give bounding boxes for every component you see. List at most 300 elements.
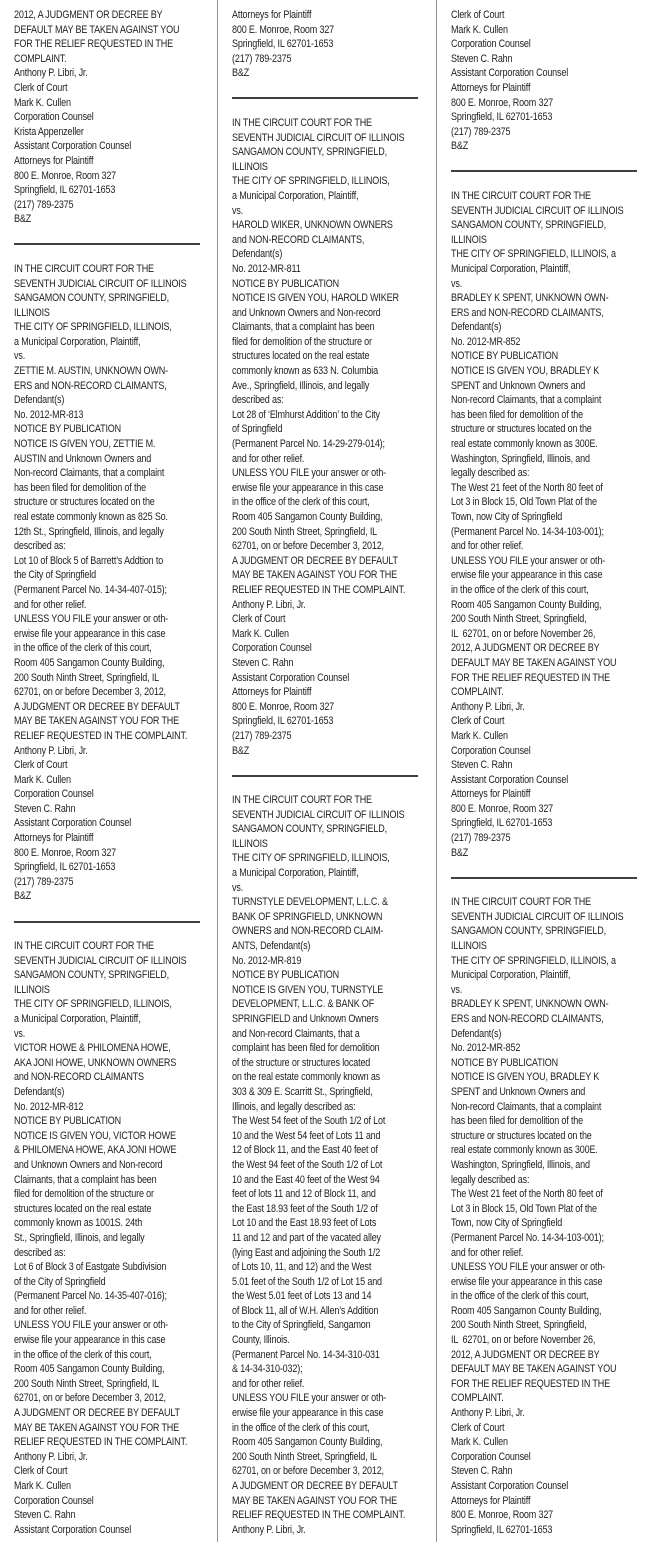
notice-line: NOTICE IS GIVEN YOU, BRADLEY K [450,1071,599,1084]
notice-line: NOTICE IS GIVEN YOU, HAROLD WIKER [232,292,400,305]
notice-line: Springfield, IL 62701-1653 [450,111,552,124]
notice-line: VICTOR HOWE & PHILOMENA HOWE, [14,1042,171,1055]
notice-divider [451,877,637,879]
notice-line: MAY BE TAKEN AGAINST YOU FOR THE [14,1421,180,1434]
notice-line: Clerk of Court [450,715,505,728]
notice-line: vs. [450,277,462,290]
notice-line: and Unknown Owners and Non-record [232,306,381,319]
notice-line: 800 E. Monroe, Room 327 [450,96,553,109]
notice-line: Assistant Corporation Counsel [450,1480,568,1492]
notice-line: 2012, A JUDGMENT OR DECREE BY [14,9,163,21]
notice-line: of the structure or structures located [232,1056,371,1069]
notice-divider [451,170,637,172]
notice-line: and Non-record Claimants, that a [232,1027,360,1040]
notice-line: SPRINGFIELD and Unknown Owners [232,1013,379,1025]
notice-line: Anthony P. Libri, Jr. [450,1407,525,1420]
notice-line: the West 5.01 feet of Lots 13 and 14 [232,1290,372,1303]
notice-line: of Lots 10, 11, and 12) and the West [232,1261,372,1274]
notice-line: Clerk of Court [450,1421,505,1434]
notice-line: B&Z [232,744,250,757]
notice-line: Washington, Springfield, Illinois, and [450,452,590,465]
notice-line: Steven C. Rahn [232,656,294,669]
notice-line: 800 E. Monroe, Room 327 [14,846,117,859]
notice-line: B&Z [450,140,468,153]
notice-line: SANGAMON COUNTY, SPRINGFIELD, [450,925,606,938]
notice-line: Steven C. Rahn [14,802,76,815]
notice-line: Mark K. Cullen [450,1436,508,1449]
notice-line: erwise file your appearance in this case [14,1334,166,1347]
notice-line: 200 South Ninth Street, Springfield, IL [14,1377,160,1390]
notice-line: DEFAULT MAY BE TAKEN AGAINST YOU [14,23,180,36]
notice-line: 10 and the East 40 feet of the West 94 [232,1173,380,1186]
notice-line: IN THE CIRCUIT COURT FOR THE [14,262,154,275]
notice-line: Defendant(s) [450,321,501,334]
notice-line: Steven C. Rahn [450,52,513,65]
notice-line: ILLINOIS [450,233,487,246]
notice-line: THE CITY OF SPRINGFIELD, ILLINOIS, a [450,248,616,261]
notice-line: SEVENTH JUDICIAL CIRCUIT OF ILLINOIS [232,131,405,144]
notice-line: Corporation Counsel [450,1450,531,1463]
notice-line: No. 2012-MR-819 [232,954,302,967]
notice-line: BRADLEY K SPENT, UNKNOWN OWN- [450,292,609,305]
notice-line: Attorneys for Plaintiff [450,81,530,94]
notice-line: Corporation Counsel [14,788,94,801]
notice-line: NOTICE IS GIVEN YOU, BRADLEY K [450,365,599,378]
notice-line: Anthony P. Libri, Jr. [14,67,88,80]
notice-line: THE CITY OF SPRINGFIELD, ILLINOIS, [14,321,172,334]
notice-line: Town, now City of Springfield [450,1217,562,1230]
notice-line: a Municipal Corporation, Plaintiff, [14,335,141,348]
notice-line: structure or structures located on the [450,423,592,436]
notice-line: the East 18.93 feet of the South 1/2 of [232,1202,378,1215]
notice-line: IN THE CIRCUIT COURT FOR THE [232,116,373,129]
notice-line: (Permanent Parcel No. 14-34-103-001); [450,525,604,538]
notice-line: Steven C. Rahn [450,1465,513,1478]
notice-line: NOTICE BY PUBLICATION [450,1056,558,1069]
notice-line: SANGAMON COUNTY, SPRINGFIELD, [450,219,606,232]
notice-line: real estate commonly known as 825 So. [14,511,168,523]
notice-line: Room 405 Sangamon County Building, [450,598,602,611]
notice-line: described as: [232,394,284,407]
notice-line: Steven C. Rahn [450,759,513,772]
notice-line: 200 South Ninth Street, Springfield, IL [232,1450,378,1463]
notice-line: Lot 6 of Block 3 of Eastgate Subdivision [14,1261,167,1274]
notice-line: Assistant Corporation Counsel [14,1523,132,1536]
notice-line: vs. [14,350,26,363]
notice-line: UNLESS YOU FILE your answer or oth- [14,613,169,626]
notice-line: commonly known as 633 N. Columbia [232,365,379,378]
notice-line: ILLINOIS [232,160,269,173]
notice-line: Defendant(s) [14,1085,65,1098]
notice-line: THE CITY OF SPRINGFIELD, ILLINOIS, [232,175,390,188]
notice-line: A JUDGMENT OR DECREE BY DEFAULT [232,1480,399,1492]
notice-column-3 [437,0,655,1542]
notice-line: vs. [232,204,244,217]
notice-line: real estate commonly known as 300E. [450,1144,598,1157]
notice-column-1 [0,0,218,1542]
notice-line: ILLINOIS [14,983,50,996]
notice-line: 62701, on or before December 3, 2012, [232,540,385,553]
notice-line: 12th St., Springfield, Illinois, and legally [14,525,164,538]
notice-line: Anthony P. Libri, Jr. [450,700,525,713]
notice-line: Clerk of Court [14,759,68,772]
notice-line: filed for demolition of the structure or [232,335,373,348]
notice-line: & 14-34-310-032); [232,1363,303,1376]
notice-line: MAY BE TAKEN AGAINST YOU FOR THE [14,715,180,728]
notice-line: Lot 28 of ‘Elmhurst Addition’ to the City [232,408,381,421]
notice-line: erwise file your appearance in this case [232,1407,384,1420]
notice-line: Mark K. Cullen [450,23,508,36]
notice-line: Corporation Counsel [450,744,531,757]
notice-line: Attorneys for Plaintiff [14,154,94,167]
notice-line: UNLESS YOU FILE your answer or oth- [232,467,387,480]
notice-line: Municipal Corporation, Plaintiff, [450,969,570,982]
notice-line: to the City of Springfield, Sangamon [232,1319,371,1332]
notice-line: Springfield, IL 62701-1653 [14,861,116,874]
notice-line: Washington, Springfield, Illinois, and [450,1158,590,1171]
notice-line: and for other relief. [14,1304,87,1317]
notice-line: (Permanent Parcel No. 14-34-310-031 [232,1348,381,1361]
notice-line: FOR THE RELIEF REQUESTED IN THE [14,38,173,51]
notice-line: (217) 789-2375 [14,875,74,888]
notice-line: THE CITY OF SPRINGFIELD, ILLINOIS, [232,852,390,865]
notice-line: SANGAMON COUNTY, SPRINGFIELD, [14,292,169,305]
notice-line: NOTICE IS GIVEN YOU, TURNSTYLE [232,983,384,996]
notice-line: and for other relief. [450,540,523,553]
notice-line: structure or structures located on the [14,496,155,509]
notice-line: 200 South Ninth Street, Springfield, IL [232,525,378,538]
notice-line: vs. [14,1027,26,1040]
notice-line: Room 405 Sangamon County Building, [232,511,383,523]
notice-line: A JUDGMENT OR DECREE BY DEFAULT [14,700,180,713]
notice-line: Springfield, IL 62701-1653 [232,38,334,51]
notice-line: No. 2012-MR-811 [232,262,301,275]
notice-line: IL 62701, on or before November 26, [450,627,595,640]
notice-line: Lot 3 in Block 15, Old Town Plat of the [450,1202,597,1215]
notice-line: structures located on the real estate [14,1202,152,1215]
notice-line: Anthony P. Libri, Jr. [14,1450,88,1463]
notice-line: B&Z [232,67,250,80]
notice-line: DEFAULT MAY BE TAKEN AGAINST YOU [450,1363,617,1376]
notice-line: A JUDGMENT OR DECREE BY DEFAULT [14,1407,180,1420]
notice-line: 10 and the West 54 feet of Lots 11 and [232,1129,381,1142]
notice-line: St., Springfield, Illinois, and legally [14,1231,145,1244]
notice-line: Springfield, IL 62701-1653 [14,184,116,197]
notice-line: Anthony P. Libri, Jr. [14,744,88,757]
notice-line: Assistant Corporation Counsel [232,671,350,684]
notice-line: (lying East and adjoining the South 1/2 [232,1246,381,1259]
notice-line: RELIEF REQUESTED IN THE COMPLAINT. [232,583,406,596]
notice-line: Springfield, IL 62701-1653 [450,817,552,830]
notice-line: (217) 789-2375 [14,198,74,211]
notice-line: ERS and NON-RECORD CLAIMANTS, [14,379,167,392]
notice-line: feet of lots 11 and 12 of Block 11, and [232,1188,377,1201]
notice-line: Defendant(s) [14,394,65,407]
notice-line: in the office of the clerk of this court, [232,1421,370,1434]
notice-line: (217) 789-2375 [232,729,292,742]
notice-line: 12 of Block 11, and the East 40 feet of [232,1144,379,1157]
notice-line: AUSTIN and Unknown Owners and [14,452,152,465]
notice-line: UNLESS YOU FILE your answer or oth- [450,554,605,567]
notice-line: and NON-RECORD CLAIMANTS, [232,233,365,246]
notice-line: SEVENTH JUDICIAL CIRCUIT OF ILLINOIS [14,277,187,290]
notice-line: legally described as: [450,467,529,480]
notice-line: 800 E. Monroe, Room 327 [232,23,335,36]
notice-line: vs. [232,881,244,894]
notice-line: Clerk of Court [232,613,286,626]
notice-line: has been filed for demolition of the [450,408,583,421]
notice-line: NOTICE BY PUBLICATION [14,1115,121,1128]
notice-line: The West 54 feet of the South 1/2 of Lot [232,1115,386,1128]
notice-line: in the office of the clerk of this court, [450,1290,589,1303]
notice-line: COMPLAINT. [450,1392,504,1405]
notice-line: ILLINOIS [232,837,269,850]
notice-line: and for other relief. [14,598,87,611]
notice-line: SEVENTH JUDICIAL CIRCUIT OF ILLINOIS [232,808,405,821]
notice-line: Non-record Claimants, that a complaint [14,467,165,480]
notice-line: Room 405 Sangamon County Building, [232,1436,383,1449]
notice-line: NOTICE IS GIVEN YOU, ZETTIE M. [14,438,156,451]
notice-line: RELIEF REQUESTED IN THE COMPLAINT. [14,1436,188,1449]
notice-line: a Municipal Corporation, Plaintiff, [14,1013,141,1025]
notice-line: Steven C. Rahn [14,1509,76,1522]
notice-divider [14,921,200,923]
notice-line: Assistant Corporation Counsel [450,67,568,80]
notice-line: Mark K. Cullen [232,627,290,640]
notice-line: in the office of the clerk of this court, [14,642,152,655]
notice-line: the West 94 feet of the South 1/2 of Lot [232,1158,383,1171]
notice-line: 200 South Ninth Street, Springfield, [450,613,587,626]
notice-line: 62701, on or before December 3, 2012, [14,1392,166,1405]
notice-line: SEVENTH JUDICIAL CIRCUIT OF ILLINOIS [14,954,187,967]
notice-line: Non-record Claimants, that a complaint [450,394,601,407]
notice-line: Ave., Springfield, Illinois, and legally [232,379,370,392]
notice-line: RELIEF REQUESTED IN THE COMPLAINT. [232,1509,406,1522]
notice-line: DEVELOPMENT, L.L.C. & BANK OF [232,998,375,1011]
notice-line: SANGAMON COUNTY, SPRINGFIELD, [14,969,169,982]
notice-line: County, Illinois. [232,1334,291,1347]
notice-line: 303 & 309 E. Scarritt St., Springfield, [232,1085,373,1098]
notice-line: NOTICE IS GIVEN YOU, VICTOR HOWE [14,1129,176,1142]
notice-line: 2012, A JUDGMENT OR DECREE BY [450,642,600,655]
notice-line: and Unknown Owners and Non-record [14,1158,163,1171]
notice-line: Attorneys for Plaintiff [450,788,530,801]
notice-line: a Municipal Corporation, Plaintiff, [232,867,359,880]
notice-line: No. 2012-MR-852 [450,335,520,348]
notice-line: 800 E. Monroe, Room 327 [14,169,117,182]
notice-line: real estate commonly known as 300E. [450,438,598,451]
notice-line: Anthony P. Libri, Jr. [232,1523,306,1536]
notice-line: has been filed for demolition of the [450,1115,583,1128]
notice-line: Attorneys for Plaintiff [14,832,94,845]
notice-line: SPENT and Unknown Owners and [450,1085,585,1098]
notice-line: THE CITY OF SPRINGFIELD, ILLINOIS, [14,998,172,1011]
notice-line: and NON-RECORD CLAIMANTS [14,1071,144,1084]
notice-line: TURNSTYLE DEVELOPMENT, L.L.C. & [232,896,389,909]
notice-line: (Permanent Parcel No. 14-29-279-014); [232,438,386,451]
notice-line: Clerk of Court [14,81,68,94]
notice-line: SANGAMON COUNTY, SPRINGFIELD, [232,146,388,159]
notice-line: SANGAMON COUNTY, SPRINGFIELD, [232,823,388,836]
notice-line: RELIEF REQUESTED IN THE COMPLAINT. [14,729,188,742]
notice-line: commonly known as 1001S. 24th [14,1217,143,1230]
notice-line: B&Z [14,890,32,903]
notice-line: IN THE CIRCUIT COURT FOR THE [14,940,154,953]
notice-line: AKA JONI HOWE, UNKNOWN OWNERS [14,1056,177,1069]
notice-line: the City of Springfield [14,569,96,582]
notice-line: structure or structures located on the [450,1129,592,1142]
notice-line: Corporation Counsel [14,111,94,124]
notice-line: erwise file your appearance in this case [14,627,166,640]
notice-line: and for other relief. [232,452,305,465]
notice-line: Non-record Claimants, that a complaint [450,1100,601,1113]
notice-line: The West 21 feet of the North 80 feet of [450,1188,603,1201]
notice-line: 2012, A JUDGMENT OR DECREE BY [450,1348,600,1361]
notice-line: filed for demolition of the structure or [14,1188,154,1201]
notice-line: Town, now City of Springfield [450,511,562,523]
notice-line: B&Z [450,846,468,859]
notice-line: Municipal Corporation, Plaintiff, [450,262,570,275]
notice-line: 200 South Ninth Street, Springfield, IL [14,671,160,684]
notice-line: The West 21 feet of the North 80 feet of [450,481,603,494]
notice-line: Krista Appenzeller [14,125,84,138]
notice-line: Assistant Corporation Counsel [14,140,132,153]
notice-line: NOTICE BY PUBLICATION [450,350,558,363]
notice-line: 800 E. Monroe, Room 327 [232,700,335,713]
notice-line: erwise file your appearance in this case [450,569,603,582]
notice-line: IN THE CIRCUIT COURT FOR THE [450,896,591,909]
notice-line: Assistant Corporation Counsel [14,817,132,830]
notice-line: SPENT and Unknown Owners and [450,379,585,392]
notice-line: in the office of the clerk of this court, [450,583,589,596]
notice-line: 800 E. Monroe, Room 327 [450,802,553,815]
notice-line: Lot 10 of Block 5 of Barrett’s Addtion to [14,554,164,567]
notice-line: IN THE CIRCUIT COURT FOR THE [232,794,373,807]
notice-line: (Permanent Parcel No. 14-34-103-001); [450,1231,604,1244]
notice-line: UNLESS YOU FILE your answer or oth- [14,1319,169,1332]
notice-line: 200 South Ninth Street, Springfield, [450,1319,587,1332]
notice-line: Lot 10 and the East 18.93 feet of Lots [232,1217,377,1230]
notice-line: Room 405 Sangamon County Building, [14,1363,165,1376]
notice-line: described as: [14,540,66,553]
notice-line: MAY BE TAKEN AGAINST YOU FOR THE [232,569,398,582]
notice-line: NOTICE BY PUBLICATION [232,969,340,982]
notice-line: 800 E. Monroe, Room 327 [450,1509,553,1522]
notice-line: in the office of the clerk of this court, [232,496,370,509]
notice-line: ANTS, Defendant(s) [232,940,311,953]
notice-line: (217) 789-2375 [450,832,511,845]
notice-line: Illinois, and legally described as: [232,1100,356,1113]
notice-line: (Permanent Parcel No. 14-34-407-015); [14,583,167,596]
notice-line: NOTICE BY PUBLICATION [232,277,340,290]
notice-line: has been filed for demolition of the [14,481,146,494]
notice-line: Mark K. Cullen [450,729,508,742]
notice-line: Corporation Counsel [450,38,531,51]
notice-line: ILLINOIS [450,940,487,953]
notice-line: vs. [450,983,462,996]
notice-line: Attorneys for Plaintiff [450,1494,530,1507]
notice-line: Assistant Corporation Counsel [450,773,568,786]
notice-line: structures located on the real estate [232,350,370,363]
notice-line: IL 62701, on or before November 26, [450,1334,595,1347]
notice-line: Room 405 Sangamon County Building, [450,1304,602,1317]
notice-line: Mark K. Cullen [14,773,71,786]
notice-line: Lot 3 in Block 15, Old Town Plat of the [450,496,597,509]
notice-line: 11 and 12 and part of the vacated alley [232,1231,382,1244]
notice-line: Clerk of Court [450,9,505,21]
notice-line: A JUDGMENT OR DECREE BY DEFAULT [232,554,399,567]
notice-line: NOTICE BY PUBLICATION [14,423,121,436]
notice-line: Corporation Counsel [14,1494,94,1507]
notice-line: complaint has been filed for demolition [232,1042,380,1055]
notice-line: legally described as: [450,1173,529,1186]
notice-line: FOR THE RELIEF REQUESTED IN THE [450,1377,610,1390]
notice-line: ERS and NON-RECORD CLAIMANTS, [450,1013,604,1025]
notice-line: ERS and NON-RECORD CLAIMANTS, [450,306,604,319]
notice-line: described as: [14,1246,66,1259]
notice-line: erwise file your appearance in this case [232,481,384,494]
notice-line: UNLESS YOU FILE your answer or oth- [450,1261,605,1274]
notice-line: Springfield, IL 62701-1653 [232,715,334,728]
notice-line: FOR THE RELIEF REQUESTED IN THE [450,671,610,684]
notice-line: (Permanent Parcel No. 14-35-407-016); [14,1290,167,1303]
notice-line: B&Z [14,213,32,226]
notice-line: in the office of the clerk of this court, [14,1348,152,1361]
notice-line: and for other relief. [450,1246,523,1259]
notice-line: IN THE CIRCUIT COURT FOR THE [450,189,591,202]
notice-divider [232,775,418,777]
notice-line: 5.01 feet of the South 1/2 of Lot 15 and [232,1275,383,1288]
notice-line: Mark K. Cullen [14,96,71,109]
notice-line: a Municipal Corporation, Plaintiff, [232,189,359,202]
notice-line: (217) 789-2375 [450,125,511,138]
notice-line: Springfield, IL 62701-1653 [450,1523,552,1536]
notice-line: Mark K. Cullen [14,1480,71,1492]
notice-line: No. 2012-MR-852 [450,1042,520,1055]
notice-line: DEFAULT MAY BE TAKEN AGAINST YOU [450,656,617,669]
notice-line: No. 2012-MR-813 [14,408,84,421]
notice-line: erwise file your appearance in this case [450,1275,603,1288]
notice-line: & PHILOMENA HOWE, AKA JONI HOWE [14,1144,177,1157]
notice-line: Anthony P. Libri, Jr. [232,598,306,611]
notice-line: on the real estate commonly known as [232,1071,381,1084]
notice-line: Room 405 Sangamon County Building, [14,656,165,669]
notice-line: Clerk of Court [14,1465,68,1478]
notice-line: COMPLAINT. [450,686,504,699]
notice-line: OWNERS and NON-RECORD CLAIM- [232,925,384,938]
notice-line: and for other relief. [232,1377,305,1390]
notice-line: Corporation Counsel [232,642,312,655]
notice-line: Claimants, that a complaint has been [232,321,375,334]
notice-line: Defendant(s) [232,248,283,261]
notice-line: (217) 789-2375 [232,52,292,65]
notice-line: THE CITY OF SPRINGFIELD, ILLINOIS, a [450,954,616,967]
notice-divider [232,97,418,99]
notice-line: SEVENTH JUDICIAL CIRCUIT OF ILLINOIS [450,204,624,217]
notice-column-2 [218,0,436,1542]
notice-line: BANK OF SPRINGFIELD, UNKNOWN [232,910,383,923]
notice-line: of Springfield [232,423,283,436]
notice-line: No. 2012-MR-812 [14,1100,84,1113]
notice-line: of the City of Springfield [14,1275,106,1288]
notice-line: MAY BE TAKEN AGAINST YOU FOR THE [232,1494,398,1507]
notice-line: BRADLEY K SPENT, UNKNOWN OWN- [450,998,609,1011]
notice-line: Defendant(s) [450,1027,501,1040]
notice-line: Attorneys for Plaintiff [232,686,312,699]
notice-line: SEVENTH JUDICIAL CIRCUIT OF ILLINOIS [450,910,624,923]
notice-line: of Block 11, all of W.H. Allen’s Addition [232,1304,379,1317]
notice-line: 62701, on or before December 3, 2012, [14,686,166,699]
